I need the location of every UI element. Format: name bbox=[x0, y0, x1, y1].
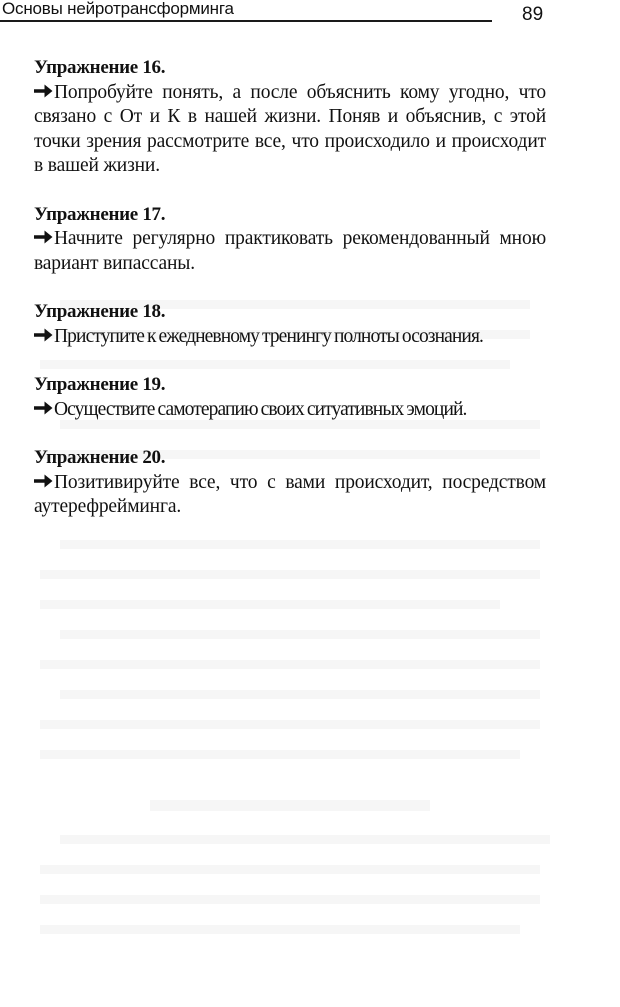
arrow-right-icon bbox=[34, 400, 53, 416]
exercise-body: Позитивируйте все, что с вами происходит, посредством аутерефрейминга. bbox=[34, 471, 546, 517]
exercise-text bbox=[34, 325, 546, 350]
exercise-body: Начните регулярно практиковать рекомендованный мною вариант випассаны. bbox=[34, 228, 546, 274]
exercise-heading: Упражнение 19. bbox=[34, 374, 166, 395]
arrow-right-icon bbox=[34, 327, 53, 343]
exercise-body: Попробуйте понять, а после объяснить кому угодно, что связано с От и К в нашей жизни. Поняв и объяснив, с этой точки зрения рассмотрите все, что происходило и происходит в вашей жизни. bbox=[34, 81, 546, 176]
arrow-right-icon bbox=[34, 473, 53, 489]
exercise-heading: Упражнение 20. bbox=[34, 447, 166, 468]
page-content bbox=[34, 56, 546, 544]
exercise-body: Осуществите самотерапию своих ситуативных эмоций. bbox=[54, 398, 467, 420]
exercise-text bbox=[34, 227, 546, 276]
exercise-text bbox=[34, 398, 546, 423]
exercise-body: Приступите к ежедневному тренингу полноты осознания. bbox=[54, 325, 484, 347]
exercise-17 bbox=[34, 203, 546, 277]
header-rule bbox=[0, 20, 492, 22]
exercise-16 bbox=[34, 56, 546, 179]
page-number: 89 bbox=[522, 4, 544, 25]
running-title: Основы нейротрансформинга bbox=[2, 0, 234, 18]
arrow-right-icon bbox=[34, 83, 53, 99]
exercise-20 bbox=[34, 446, 546, 520]
page-header bbox=[0, 0, 620, 30]
exercise-19 bbox=[34, 373, 546, 422]
exercise-18 bbox=[34, 300, 546, 349]
exercise-heading: Упражнение 17. bbox=[34, 203, 166, 225]
exercise-heading: Упражнение 18. bbox=[34, 301, 166, 322]
exercise-heading: Упражнение 16. bbox=[34, 57, 166, 78]
exercise-text bbox=[34, 471, 546, 520]
arrow-right-icon bbox=[34, 229, 53, 245]
exercise-text bbox=[34, 81, 546, 179]
